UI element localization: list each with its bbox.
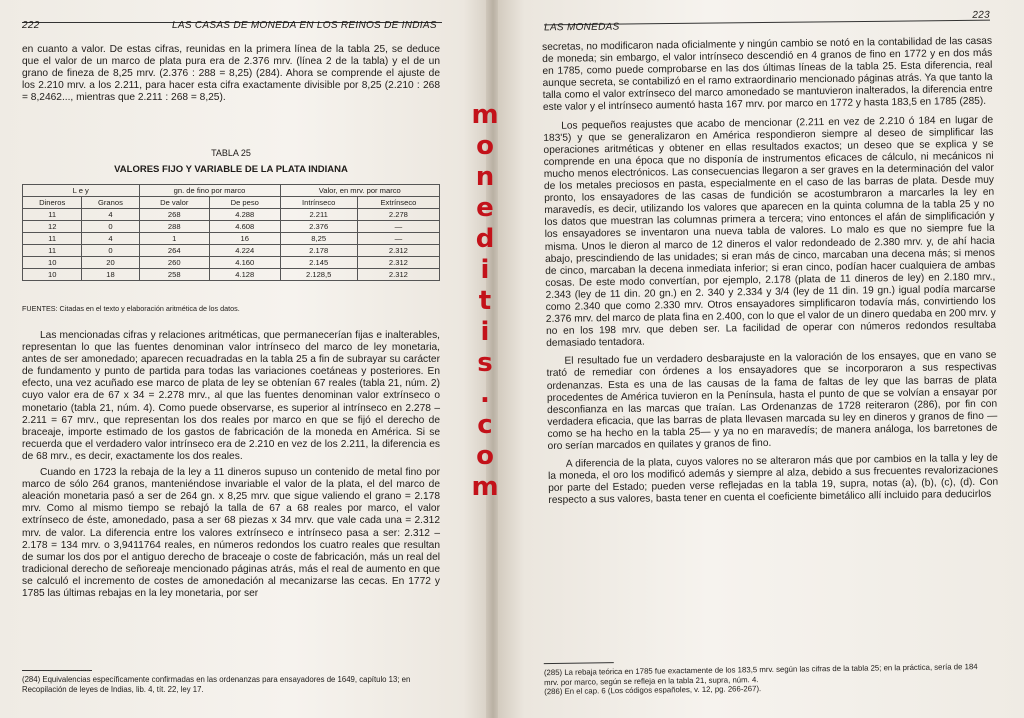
table-cell: — <box>357 221 439 233</box>
table-row <box>23 221 440 233</box>
right-running-title: LAS MONEDAS <box>543 21 620 34</box>
table-cell: 10 <box>23 269 82 281</box>
watermark-letter: s <box>477 348 493 378</box>
col-de-peso: De peso <box>209 197 280 209</box>
table-cell: — <box>357 233 439 245</box>
right-paragraph: A diferencia de la plata, cuyos valores no se alteraron más que por cambios en la talla y ley de la moneda, el oro los modificó además y siempre al alza, debido a sus frecuentes revalorizaciones por parte del Estado; pueden verse reflejadas en la tabla 19, supra, notas (a), (b), (c), (d). Con respecto a sus valores, basta tener en cuenta el coeficiente bimetálico allí incluido para deducirlos <box>547 452 999 507</box>
table-cell: 0 <box>82 245 139 257</box>
watermark-letter: i <box>480 317 490 347</box>
watermark-letter: o <box>476 131 494 161</box>
table-cell: 2.278 <box>357 209 439 221</box>
table-row <box>23 245 440 257</box>
table-cell: 4.288 <box>209 209 280 221</box>
watermark-letter: n <box>475 162 495 192</box>
right-running-header <box>543 9 991 34</box>
table-cell: 8,25 <box>280 233 357 245</box>
table-cell: 4.608 <box>209 221 280 233</box>
left-page <box>0 0 488 718</box>
right-footnotes <box>544 657 994 697</box>
watermark-letter: e <box>476 193 494 223</box>
right-body-text <box>542 36 998 508</box>
right-page <box>498 0 1024 718</box>
watermark-monedititis <box>467 100 503 503</box>
table-cell: 2.178 <box>280 245 357 257</box>
left-running-header <box>22 20 442 31</box>
right-paragraph: secretas, no modificaron nada oficialmente y ningún cambio se notó en la contabilidad de las casas de moneda; sin embargo, el valor intrínseco descendió en 4 granos de fino en 1772 y en dos más en 1785, como puede comprobarse en las dos últimas líneas de la tabla 25. Esta diferencia, real aunque secreta, se contabilizó en el ramo extraordinario mencionado páginas atrás. Ya que tanto la talla como el valor extrínseco del marco amonedado se mantuvieron inalterados, la diferencia entre este valor y el intrínseco aumentó hasta 167 mrv. por marco en 1772 y hasta 183,5 en 1785 (285). <box>542 35 993 114</box>
left-page-number: 222 <box>22 20 40 31</box>
left-paragraph-intro: en cuanto a valor. De estas cifras, reunidas en la primera línea de la tabla 25, se deduce que el valor de un marco de plata pura era de 2.376 mrv. (línea 2 de la tabla) y el de un grano de fineza de 8,25 mrv. (2.376 : 288 = 8,25) (284). Ahora se comprende el ajuste de los 2.210 mrv. a los 2.211, para hacer esta cifra exactamente divisible por 8,25 (2.210 : 268 = 8,2462..., mientras que 2.211 : 268 = 8,25). <box>22 44 440 104</box>
table-cell: 2.312 <box>357 269 439 281</box>
table-cell: 4.128 <box>209 269 280 281</box>
group-header-ley: L e y <box>23 185 140 197</box>
table-cell: 16 <box>209 233 280 245</box>
table-cell: 264 <box>139 245 209 257</box>
right-paragraph: El resultado fue un verdadero desbarajuste en la valoración de los ensayes, que en vano se trató de remediar con órdenes a los ensayadores que se incorporaron a sus respectivas ordenanzas. Esta es una de las causas de la fama de faltas de ley que las barras de plata procedentes de América tuvieron en la Península, hasta el punto de que se volvían a ensayar por desconfianza en las marcas que traían. Las Ordenanzas de 1728 reiteraron (286), por fin con verdadera eficacia, que las barras de plata llevasen marcada su ley en dineros y granos de fino —como se ha hecho en la tabla 25— y ya no en maravedís; de manera análoga, los barretones de oro serían marcados en quilates y granos de fino. <box>546 350 998 452</box>
watermark-letter: m <box>471 472 499 502</box>
group-header-value: Valor, en mrv. por marco <box>280 185 439 197</box>
table-cell: 2.312 <box>357 257 439 269</box>
table-cell: 12 <box>23 221 82 233</box>
watermark-letter: o <box>476 441 494 471</box>
table-cell: 2.128,5 <box>280 269 357 281</box>
table-cell: 11 <box>23 245 82 257</box>
table-cell: 0 <box>82 221 139 233</box>
footnote-rule <box>22 670 92 671</box>
watermark-letter: t <box>478 286 492 316</box>
footnote-285: (285) La rebaja teórica en 1785 fue exactamente de los 183,5 mrv. según las cifras de la tabla 25; en la práctica, sería de 184 mrv. por marco, según se refleja en la tabla 21, supra, núm. 4. <box>543 662 978 687</box>
col-granos: Granos <box>82 197 139 209</box>
table-cell: 1 <box>139 233 209 245</box>
col-de-valor: De valor <box>139 197 209 209</box>
table-cell: 4.160 <box>209 257 280 269</box>
table-cell: 288 <box>139 221 209 233</box>
col-dineros: Dineros <box>23 197 82 209</box>
table-cell: 4 <box>82 209 139 221</box>
table-cell: 2.211 <box>280 209 357 221</box>
table-cell: 10 <box>23 257 82 269</box>
footnote-rule <box>544 662 614 664</box>
table-row <box>23 233 440 245</box>
table-cell: 18 <box>82 269 139 281</box>
table-row <box>23 209 440 221</box>
watermark-letter: m <box>471 100 499 130</box>
watermark-letter: . <box>480 379 490 409</box>
footnote-284: (284) Equivalencias específicamente confirmadas en las ordenanzas para ensayadores de 1649, capítulo 13; en Recopilación de leyes de Indias, lib. 4, tít. 22, ley 17. <box>22 675 411 694</box>
table-row <box>23 269 440 281</box>
left-intro-text <box>22 44 440 104</box>
table-cell: 11 <box>23 209 82 221</box>
left-paragraph: Las mencionadas cifras y relaciones aritméticas, que permanecerían fijas e inalterables, representan lo que las fuentes denominan valor intrínseco del marco de ley monetaria, antes de ser amonedado; aparecen recuadradas en la tabla 25 a fin de subrayar su carácter de fundamento y punto de partida para todas las variaciones coetáneas y posteriores. En efecto, una vez acuñado ese marco de plata de ley se obtenían 67 reales (tabla 21, núm. 2) cuyo valor era de 67 x 34 = 2.278 mrv., al que las fuentes denominan valor extrínseco o monetario (tabla 21, núm. 4). Como puede observarse, es superior al intrínseco en 2.278 – 2.211 = 67 mrv., que representan los dos reales por marco en que se fijó el derecho de braceaje, importe estimado de los gastos de fabricación de la moneda en América. Si se recuerda que el verdadero valor intrínseco era de 2.210 en vez de los 2.211, la diferencia es de 68 mrv., es decir, exactamente los dos reales. <box>22 330 440 462</box>
values-table <box>22 184 440 281</box>
col-intrinseco: Intrínseco <box>280 197 357 209</box>
group-header-grams: gn. de fino por marco <box>139 185 280 197</box>
table-cell: 20 <box>82 257 139 269</box>
table-number: TABLA 25 <box>211 148 251 158</box>
table-cell: 2.145 <box>280 257 357 269</box>
table-cell: 258 <box>139 269 209 281</box>
col-extrinseco: Extrínseco <box>357 197 439 209</box>
right-page-number: 223 <box>972 9 991 21</box>
left-paragraph: Cuando en 1723 la rebaja de la ley a 11 dineros supuso un contenido de metal fino por marco de sólo 264 granos, manteniéndose invariable el valor de la plata, el del marco de aleación monetaria pasó a ser de 264 gn. x 8,25 mrv. que sigue valiendo el grano = 2.178 mrv. Como al mismo tiempo se rebajó la talla de 67 a 68 reales por marco, el valor extrínseco de éste, amonedado, pasa a ser 68 piezas x 34 mrv. que vale cada una = 2.312 mrv. de valor. La diferencia entre los valores extrínseco e intrínseco pasa a ser: 2.312 – 2.178 = 134 mrv. o 3,9411764 reales, en números redondos los cuatro reales que resultan de sumar los dos por el antiguo derecho de braceaje o coste de fabricación, más un real del tradicional derecho de señoreaje mencionado páginas atrás, más el real de aumento en que se calculó el incremento de costes de amonedación al mecanizarse las cecas. En 1772 y 1785 las últimas rebajas en la ley monetaria, por ser <box>22 467 440 599</box>
left-running-title: LAS CASAS DE MONEDA EN LOS REINOS DE INDIAS <box>172 20 437 31</box>
watermark-letter: i <box>480 255 490 285</box>
table-title: VALORES FIJO Y VARIABLE DE LA PLATA INDIANA <box>114 164 348 175</box>
table-cell: 11 <box>23 233 82 245</box>
table-row <box>23 257 440 269</box>
left-footnotes <box>22 670 440 694</box>
table-cell: 4.224 <box>209 245 280 257</box>
table-cell: 2.312 <box>357 245 439 257</box>
watermark-letter: d <box>475 224 495 254</box>
left-body-text <box>22 330 440 600</box>
table-cell: 2.376 <box>280 221 357 233</box>
watermark-letter: c <box>477 410 493 440</box>
right-paragraph: Los pequeños reajustes que acabo de mencionar (2.211 en vez de 2.210 ó 184 en lugar de 183'5) y que se generalizaron en América respondieron siempre al deseo de simplificar las operaciones aritméticas y obtener en ellas resultados exactos; un deseo que se explica y se comprende en una época que no disponía de instrumentos eficaces de cálculo, ni mecánicos ni mucho menos electrónicos. Las consecuencias llegaron a ser graves en la determinación del valor de los metales preciosos en pasta, especialmente en el caso de las barras de plata. Desde muy pronto, los ensayadores de las casas de fundición se acostumbraron a marcarles la ley en maravedís, es decir, utilizando los valores que aparecen en la quinta columna de la tabla 25 y no los datos que muestran las columnas primera a tercera; vino entonces el afán de simplificación y los ensayadores se inventaron una nueva tabla de valores. Lo malo es que no siempre fue la misma. Unos le dieron al marco de 12 dineros el valor redondeado de 2.380 mrv. y, de ahí hacia abajo, prescindiendo de las unidades; si eran más de cinco, marcaban una decena más; si menos de cinco, marcaban la decena inmediata inferior; si eran cinco, podían hacer cualquiera de ambas cosas. De este modo convertían, por ejemplo, 2.178 (plata de 11 dineros de ley) en 2.180 mrv., 2.343 (ley de 11 din. 20 gn.) en 2. 340 y 2.334 y 3/4 (ley de 11 din. 19 gn.) igual podía marcarse como 2.340 que como 2.330 mrv. Otros ensayadores simplificaron todavía más, convirtiendo los 2.376 mrv. del marco de plata fina en 2.400, con lo que el valor de un dinero quedaba en 200 mrv. y no en los 198 mrv. que deben ser. La facilidad de operar con números redondos resultaba demasiado tentadora. <box>543 114 997 350</box>
table-cell: 4 <box>82 233 139 245</box>
table-cell: 268 <box>139 209 209 221</box>
table-cell: 260 <box>139 257 209 269</box>
footnote-286: (286) En el cap. 6 (Los códigos españoles, v. 12, pg. 266-267). <box>544 684 762 697</box>
table-source: FUENTES: Citadas en el texto y elaboración aritmética de los datos. <box>22 304 240 313</box>
